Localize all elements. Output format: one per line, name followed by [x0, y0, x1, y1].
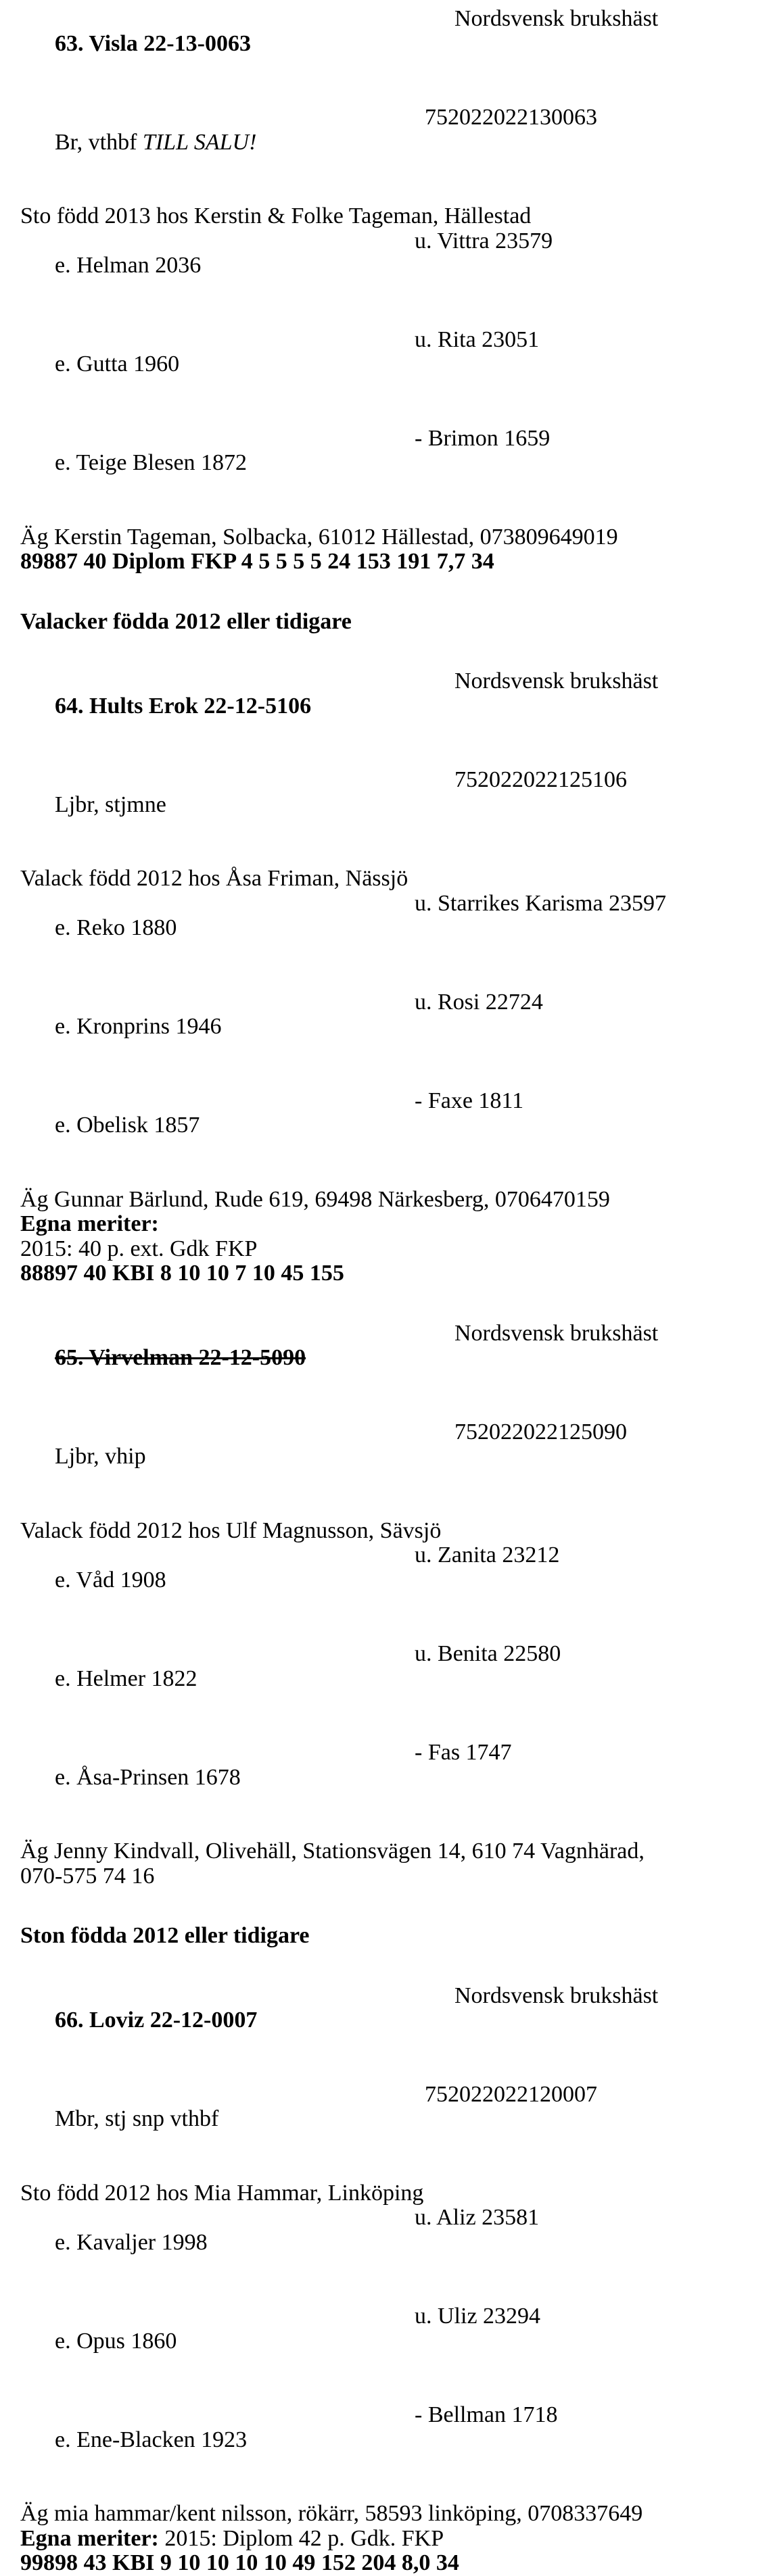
entry-title: 64. Hults Erok 22-12-5106	[55, 693, 312, 719]
pedigree-sire: e. Kronprins 1946	[55, 1014, 222, 1039]
entry-registration-number: 752022022125090	[454, 1419, 627, 1444]
horse-entry-63	[20, 7, 751, 575]
pedigree-dam: u. Aliz 23581	[415, 2205, 540, 2230]
pedigree-row	[20, 1089, 751, 1188]
entry-birth-line: Sto född 2013 hos Kerstin & Folke Tageman, Hällestad	[20, 203, 532, 228]
pedigree-sire: e. Våd 1908	[55, 1567, 166, 1593]
pedigree-row	[20, 1741, 751, 1839]
entry-birth-line: Valack född 2012 hos Åsa Friman, Nässjö	[20, 866, 408, 891]
entry-merits-row	[20, 2527, 751, 2552]
pedigree-sire: e. Åsa-Prinsen 1678	[55, 1764, 241, 1790]
pedigree-sire: e. Reko 1880	[55, 915, 177, 940]
entry-owner-line: Äg mia hammar/kent nilsson, rökärr, 58593 linköping, 0708337649	[20, 2501, 643, 2526]
entry-breed: Nordsvensk brukshäst	[454, 669, 659, 694]
entry-marking-row	[20, 1420, 751, 1519]
pedigree-sire: e. Helmer 1822	[55, 1666, 197, 1691]
pedigree-row	[20, 892, 751, 990]
entry-title-row	[20, 7, 751, 105]
spacer	[20, 575, 751, 610]
pedigree-dam: - Bellman 1718	[415, 2402, 558, 2427]
pedigree-sire: e. Teige Blesen 1872	[55, 450, 248, 475]
entry-registration-number: 752022022120007	[425, 2081, 597, 2107]
pedigree-dam: u. Benita 22580	[415, 1641, 561, 1666]
entry-marking-row	[20, 105, 751, 204]
pedigree-dam: - Brimon 1659	[415, 425, 551, 451]
entry-merits-label: Egna meriter:	[20, 1211, 159, 1236]
entry-marking: Ljbr, stjmne	[55, 792, 166, 817]
entry-birth-line: Valack född 2012 hos Ulf Magnusson, Sävsjö	[20, 1517, 442, 1543]
entry-merits-line: 2015: 40 p. ext. Gdk FKP	[20, 1236, 258, 1261]
horse-entry-65	[20, 1321, 751, 1889]
entry-score-line: 88897 40 KBI 8 10 10 7 10 45 155	[20, 1261, 344, 1286]
pedigree-dam: u. Vittra 23579	[415, 228, 553, 253]
pedigree-row	[20, 427, 751, 525]
entry-title-row	[20, 1321, 751, 1420]
pedigree-row	[20, 229, 751, 328]
horse-entry-64	[20, 669, 751, 1286]
entry-birth-line: Sto född 2012 hos Mia Hammar, Linköping	[20, 2180, 424, 2206]
pedigree-row	[20, 328, 751, 427]
pedigree-row	[20, 2304, 751, 2403]
pedigree-dam: u. Rita 23051	[415, 326, 540, 352]
spacer	[20, 1949, 751, 1984]
pedigree-sire: e. Helman 2036	[55, 253, 202, 278]
entry-title-row	[20, 1984, 751, 2083]
section-heading-ston: Ston födda 2012 eller tidigare	[20, 1923, 310, 1948]
entry-title: 65. Virvelman 22-12-5090	[55, 1345, 306, 1370]
entry-marking: Ljbr, vhip	[55, 1444, 146, 1469]
entry-title-row	[20, 669, 751, 768]
entry-breed: Nordsvensk brukshäst	[454, 1983, 659, 2008]
entry-owner-line: Äg Jenny Kindvall, Olivehäll, Stationsvägen 14, 610 74 Vagnhärad,	[20, 1839, 645, 1864]
pedigree-row	[20, 2403, 751, 2502]
pedigree-sire: e. Ene-Blacken 1923	[55, 2427, 248, 2452]
spacer	[20, 1286, 751, 1321]
entry-owner-phone: 070-575 74 16	[20, 1863, 155, 1889]
entry-marking: Mbr, stj snp vthbf	[55, 2106, 219, 2131]
pedigree-dam: - Fas 1747	[415, 1740, 512, 1765]
entry-merits-label: Egna meriter:	[20, 2525, 159, 2551]
entry-sale-note: TILL SALU!	[142, 129, 257, 155]
entry-registration-number: 752022022125106	[454, 767, 627, 792]
entry-marking: Br, vthbf	[55, 129, 143, 155]
pedigree-dam: u. Starrikes Karisma 23597	[415, 890, 667, 916]
entry-marking-row	[20, 768, 751, 867]
horse-entry-66	[20, 1984, 751, 2576]
pedigree-sire: e. Kavaljer 1998	[55, 2229, 208, 2255]
entry-merits-text: 2015: Diplom 42 p. Gdk. FKP	[158, 2525, 444, 2551]
pedigree-dam: u. Uliz 23294	[415, 2304, 541, 2329]
entry-registration-number: 752022022130063	[425, 105, 597, 130]
pedigree-row	[20, 1642, 751, 1741]
section-heading-valacker: Valacker födda 2012 eller tidigare	[20, 608, 352, 634]
pedigree-row	[20, 1543, 751, 1642]
pedigree-dam: - Faxe 1811	[415, 1088, 524, 1113]
entry-title: 66. Loviz 22-12-0007	[55, 2008, 258, 2033]
pedigree-sire: e. Opus 1860	[55, 2328, 177, 2354]
pedigree-sire: e. Obelisk 1857	[55, 1113, 200, 1138]
pedigree-row	[20, 990, 751, 1089]
pedigree-dam: u. Rosi 22724	[415, 989, 543, 1015]
entry-score-line: 89887 40 Diplom FKP 4 5 5 5 5 24 153 191 7,7 34	[20, 549, 494, 574]
pedigree-dam: u. Zanita 23212	[415, 1542, 560, 1568]
spacer	[20, 1889, 751, 1924]
entry-score-line: 99898 43 KBI 9 10 10 10 10 49 152 204 8,0 34	[20, 2550, 459, 2575]
entry-owner-line: Äg Gunnar Bärlund, Rude 619, 69498 Närkesberg, 0706470159	[20, 1186, 610, 1212]
entry-breed: Nordsvensk brukshäst	[454, 6, 659, 31]
pedigree-sire: e. Gutta 1960	[55, 351, 180, 376]
spacer	[20, 634, 751, 669]
pedigree-row	[20, 2206, 751, 2304]
entry-marking-row	[20, 2083, 751, 2181]
entry-breed: Nordsvensk brukshäst	[454, 1320, 659, 1346]
entry-owner-line: Äg Kerstin Tageman, Solbacka, 61012 Hällestad, 073809649019	[20, 524, 618, 550]
entry-title: 63. Visla 22-13-0063	[55, 30, 251, 56]
